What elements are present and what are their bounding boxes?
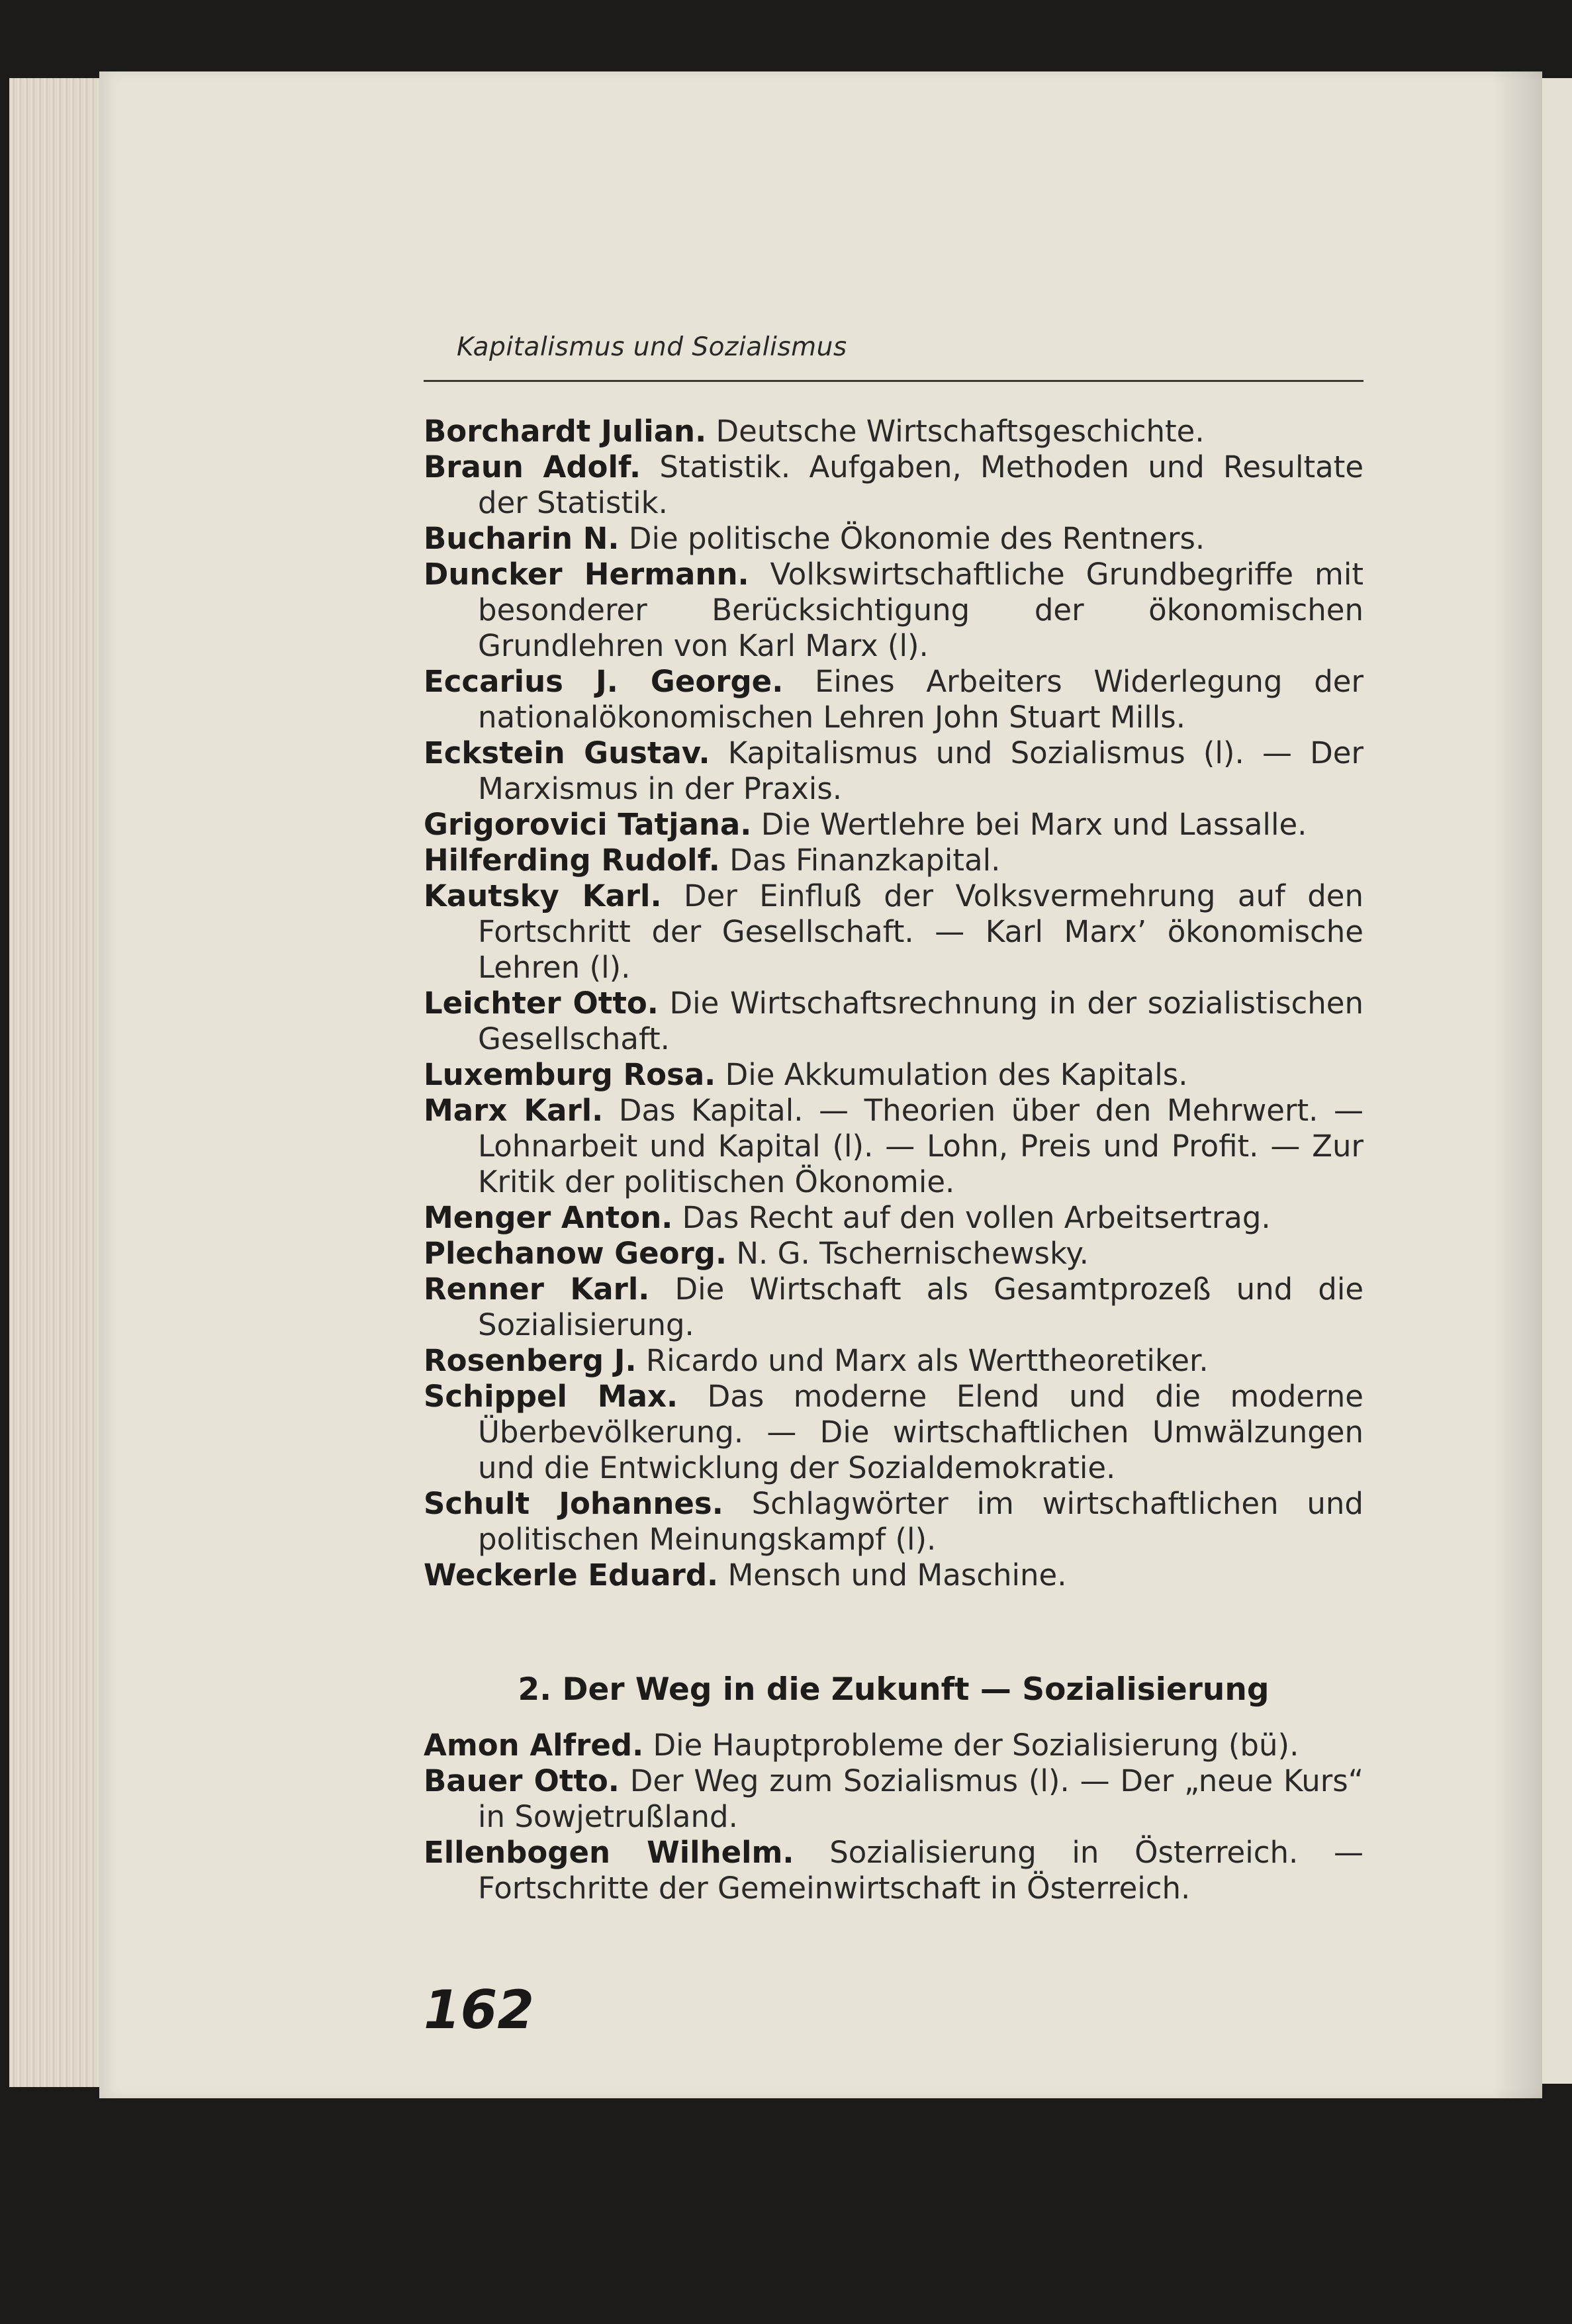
entry-author: Eckstein Gustav. [424,735,710,770]
list-item [424,986,1364,1057]
list-item [424,1763,1364,1835]
entry-author: Schult Johannes. [424,1486,723,1521]
list-item [424,664,1364,735]
list-item [424,1200,1364,1236]
list-item [424,414,1364,449]
entry-text: Mensch und Maschine. [727,1557,1067,1593]
entry-author: Kautsky Karl. [424,878,662,913]
entry-author: Bucharin N. [424,521,620,556]
entry-text: Das moderne Elend und die moderne Überbevölkerung. — Die wirtschaftlichen Umwälzungen und die Entwicklung der Sozialdemokratie. [478,1379,1364,1485]
entry-author: Hilferding Rudolf. [424,843,720,878]
list-item [424,1093,1364,1200]
list-item [424,1343,1364,1379]
entry-author: Schippel Max. [424,1379,678,1414]
entry-author: Borchardt Julian. [424,414,707,449]
entry-text: Das Kapital. — Theorien über den Mehrwert. — Lohnarbeit und Kapital (l). — Lohn, Preis und Profit. — Zur Kritik der politischen Ökonomie. [478,1093,1364,1199]
entry-text: N. G. Tschernischewsky. [736,1236,1089,1271]
entry-text: Volkswirtschaftliche Grundbegriffe mit besonderer Berücksichtigung der ökonomischen Grundlehren von Karl Marx (l). [478,557,1364,663]
list-item [424,1835,1364,1906]
entry-author: Menger Anton. [424,1200,673,1235]
list-item [424,735,1364,807]
list-item [424,521,1364,557]
entry-text: Kapitalismus und Sozialismus (l). — Der Marxismus in der Praxis. [478,735,1364,806]
list-item [424,449,1364,521]
list-item [424,1379,1364,1486]
list-item [424,1272,1364,1343]
running-header: Kapitalismus und Sozialismus [457,332,847,362]
list-item [424,1728,1364,1763]
list-item [424,557,1364,664]
list-item [424,1057,1364,1093]
entry-author: Amon Alfred. [424,1728,644,1763]
entry-text: Ricardo und Marx als Werttheoretiker. [645,1343,1209,1378]
list-item [424,807,1364,843]
list-item [424,1236,1364,1272]
list-item [424,1486,1364,1557]
entry-text: Die Wirtschaft als Gesamtprozeß und die Sozialisierung. [478,1272,1364,1342]
entry-author: Plechanow Georg. [424,1236,727,1271]
entry-author: Luxemburg Rosa. [424,1057,716,1092]
entry-author: Duncker Hermann. [424,557,749,592]
header-rule [424,380,1364,382]
page-edges [9,78,114,2087]
entry-author: Leichter Otto. [424,986,659,1021]
entry-author: Braun Adolf. [424,449,641,485]
entry-author: Rosenberg J. [424,1343,637,1378]
page-number: 162 [424,1979,534,2041]
entry-text: Das Finanzkapital. [729,843,1001,878]
entry-author: Renner Karl. [424,1272,650,1307]
entry-text: Die Hauptprobleme der Sozialisierung (bü). [653,1728,1299,1763]
entry-text: Die Wirtschaftsrechnung in der sozialistischen Gesellschaft. [478,986,1364,1056]
entry-author: Ellenbogen Wilhelm. [424,1835,794,1870]
entry-text: Der Einfluß der Volksvermehrung auf den Fortschritt der Gesellschaft. — Karl Marx’ ökonomische Lehren (l). [478,878,1364,985]
entry-text: Sozialisierung in Österreich. — Fortschritte der Gemeinwirtschaft in Österreich. [478,1835,1364,1906]
entry-text: Die Akkumulation des Kapitals. [725,1057,1188,1092]
bibliography-list [424,414,1364,1593]
entry-text: Die Wertlehre bei Marx und Lassalle. [761,807,1307,842]
entry-author: Eccarius J. George. [424,664,784,699]
list-item [424,843,1364,878]
entry-author: Marx Karl. [424,1093,604,1128]
entry-text: Deutsche Wirtschaftsgeschichte. [716,414,1205,449]
entry-text: Der Weg zum Sozialismus (l). — Der „neue Kurs“ in Sowjetrußland. [478,1763,1364,1834]
entry-text: Schlagwörter im wirtschaftlichen und politischen Meinungskampf (l). [478,1486,1364,1557]
gutter-shadow [1493,71,1542,2098]
entry-author: Weckerle Eduard. [424,1557,719,1593]
entry-text: Das Recht auf den vollen Arbeitsertrag. [682,1200,1271,1235]
entry-text: Die politische Ökonomie des Rentners. [628,521,1205,556]
entry-text: Statistik. Aufgaben, Methoden und Resultate der Statistik. [478,449,1364,520]
bibliography-list-section-2 [424,1728,1364,1906]
entry-author: Grigorovici Tatjana. [424,807,752,842]
entry-text: Eines Arbeiters Widerlegung der nationalökonomischen Lehren John Stuart Mills. [478,664,1364,735]
list-item [424,878,1364,986]
entry-author: Bauer Otto. [424,1763,620,1798]
section-heading: 2. Der Weg in die Zukunft — Sozialisierung [518,1671,1270,1708]
list-item [424,1557,1364,1593]
